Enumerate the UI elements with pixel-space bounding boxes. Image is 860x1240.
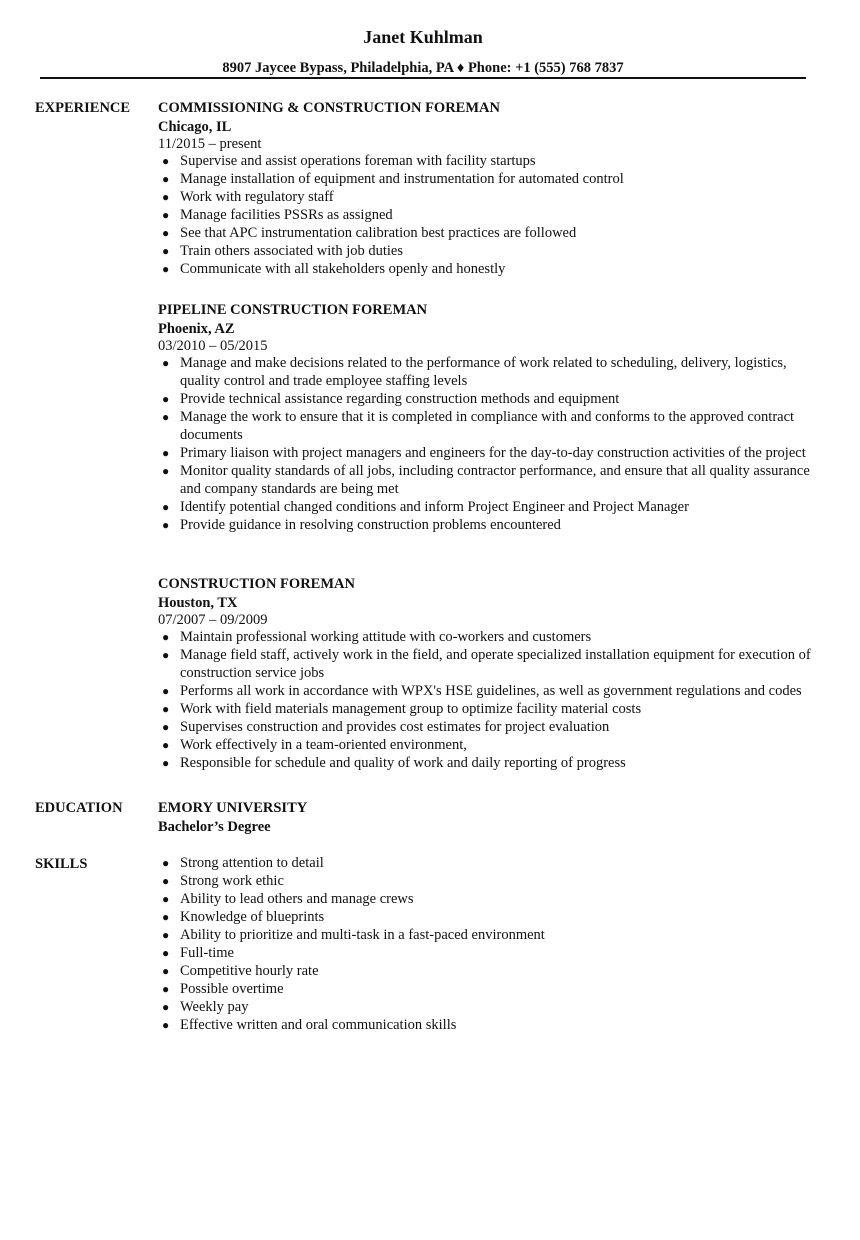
list-item [158,962,818,980]
list-item [158,926,818,944]
bullet-icon: ● [162,190,170,204]
list-item-text: Strong work ethic [180,873,284,889]
list-item [158,890,818,908]
bullet-icon: ● [162,856,170,870]
list-item [158,260,818,278]
bullet-icon: ● [162,172,170,186]
bullet-icon: ● [162,1000,170,1014]
bullet-icon: ● [162,244,170,258]
list-item [158,224,818,242]
bullet-icon: ● [162,500,170,514]
bullet-icon: ● [162,702,170,716]
list-item-text: Communicate with all stakeholders openly and honestly [180,261,506,277]
list-item-text: Ability to prioritize and multi-task in a fast-paced environment [180,927,545,943]
list-item [158,188,818,206]
bullet-icon: ● [162,446,170,460]
list-item-text: Effective written and oral communication skills [180,1017,457,1033]
list-item-text: Maintain professional working attitude with co-workers and customers [180,629,592,645]
list-item [158,444,818,462]
bullet-icon: ● [162,964,170,978]
list-item [158,998,818,1016]
list-item-text: Supervise and assist operations foreman with facility startups [180,153,536,169]
education-entry [158,798,818,836]
list-item [158,354,818,390]
list-item [158,462,818,498]
list-item-text: Manage installation of equipment and instrumentation for automated control [180,171,624,187]
list-item [158,908,818,926]
list-item [158,682,818,700]
list-item-text: Supervises construction and provides cost estimates for project evaluation [180,719,610,735]
list-item-text: Primary liaison with project managers and engineers for the day-to-day construction activities of the project [180,445,806,461]
bullet-icon: ● [162,892,170,906]
bullet-icon: ● [162,756,170,770]
list-item-text: Responsible for schedule and quality of work and daily reporting of progress [180,755,626,771]
list-item [158,718,818,736]
bullet-icon: ● [162,928,170,942]
list-item [158,754,818,772]
list-item [158,646,818,682]
list-item [158,700,818,718]
bullet-icon: ● [162,392,170,406]
list-item-text: Competitive hourly rate [180,963,319,979]
list-item-text: Ability to lead others and manage crews [180,891,414,907]
list-item [158,872,818,890]
bullet-icon: ● [162,518,170,532]
list-item [158,408,818,444]
list-item-text: Manage facilities PSSRs as assigned [180,207,393,223]
list-item-text: Full-time [180,945,234,961]
bullet-icon: ● [162,982,170,996]
job-entry [158,300,818,534]
school-name: EMORY UNIVERSITY [158,800,308,816]
list-item [158,736,818,754]
job-dates: 03/2010 – 05/2015 [158,338,268,354]
list-item-text: Manage field staff, actively work in the field, and operate specialized installation equipment for execution of construction service jobs [180,647,811,681]
bullet-icon: ● [162,738,170,752]
list-item [158,1016,818,1034]
list-item-text: Weekly pay [180,999,249,1015]
bullet-icon: ● [162,946,170,960]
bullet-icon: ● [162,720,170,734]
job-entry [158,98,818,278]
header-divider [40,77,806,79]
job-dates: 11/2015 – present [158,136,262,152]
bullet-icon: ● [162,874,170,888]
list-item-text: Provide guidance in resolving construction problems encountered [180,517,561,533]
bullet-icon: ● [162,684,170,698]
list-item [158,944,818,962]
bullet-icon: ● [162,630,170,644]
job-duties-list [158,354,818,534]
list-item-text: Provide technical assistance regarding construction methods and equipment [180,391,620,407]
job-title: COMMISSIONING & CONSTRUCTION FOREMAN [158,100,500,116]
job-title: CONSTRUCTION FOREMAN [158,576,355,592]
job-duties-list [158,152,818,278]
list-item-text: Work effectively in a team-oriented environment, [180,737,467,753]
list-item-text: Train others associated with job duties [180,243,403,259]
list-item [158,242,818,260]
list-item [158,628,818,646]
list-item [158,980,818,998]
list-item-text: Possible overtime [180,981,284,997]
skills-section-label: SKILLS [35,856,88,872]
bullet-icon: ● [162,208,170,222]
job-location: Phoenix, AZ [158,321,235,337]
bullet-icon: ● [162,226,170,240]
bullet-icon: ● [162,262,170,276]
list-item-text: Work with regulatory staff [180,189,334,205]
bullet-icon: ● [162,410,170,424]
list-item [158,854,818,872]
education-section-label: EDUCATION [35,800,123,816]
bullet-icon: ● [162,1018,170,1032]
list-item-text: Performs all work in accordance with WPX's HSE guidelines, as well as government regulations and codes [180,683,802,699]
list-item-text: See that APC instrumentation calibration best practices are followed [180,225,577,241]
bullet-icon: ● [162,648,170,662]
job-location: Houston, TX [158,595,238,611]
job-duties-list [158,628,818,772]
list-item-text: Work with field materials management group to optimize facility material costs [180,701,642,717]
bullet-icon: ● [162,910,170,924]
skills-entry [158,854,818,1034]
bullet-icon: ● [162,356,170,370]
job-title: PIPELINE CONSTRUCTION FOREMAN [158,302,428,318]
job-location: Chicago, IL [158,119,232,135]
degree: Bachelor’s Degree [158,819,271,835]
contact-line: 8907 Jaycee Bypass, Philadelphia, PA ♦ Phone: +1 (555) 768 7837 [222,60,624,76]
list-item-text: Monitor quality standards of all jobs, including contractor performance, and ensure that all quality assurance and company standards are being met [180,463,810,497]
experience-section-label: EXPERIENCE [35,100,131,116]
list-item [158,206,818,224]
list-item-text: Knowledge of blueprints [180,909,325,925]
list-item [158,498,818,516]
list-item [158,152,818,170]
list-item [158,390,818,408]
skills-list [158,854,818,1034]
list-item-text: Strong attention to detail [180,855,324,871]
list-item [158,170,818,188]
candidate-name: Janet Kuhlman [363,27,483,47]
job-dates: 07/2007 – 09/2009 [158,612,268,628]
list-item-text: Manage the work to ensure that it is completed in compliance with and conforms to the approved contract documents [180,409,795,443]
bullet-icon: ● [162,464,170,478]
list-item [158,516,818,534]
list-item-text: Identify potential changed conditions and inform Project Engineer and Project Manager [180,499,689,515]
bullet-icon: ● [162,154,170,168]
job-entry [158,574,818,772]
list-item-text: Manage and make decisions related to the performance of work related to scheduling, delivery, logistics, quality control and trade employee staffing levels [180,355,787,389]
